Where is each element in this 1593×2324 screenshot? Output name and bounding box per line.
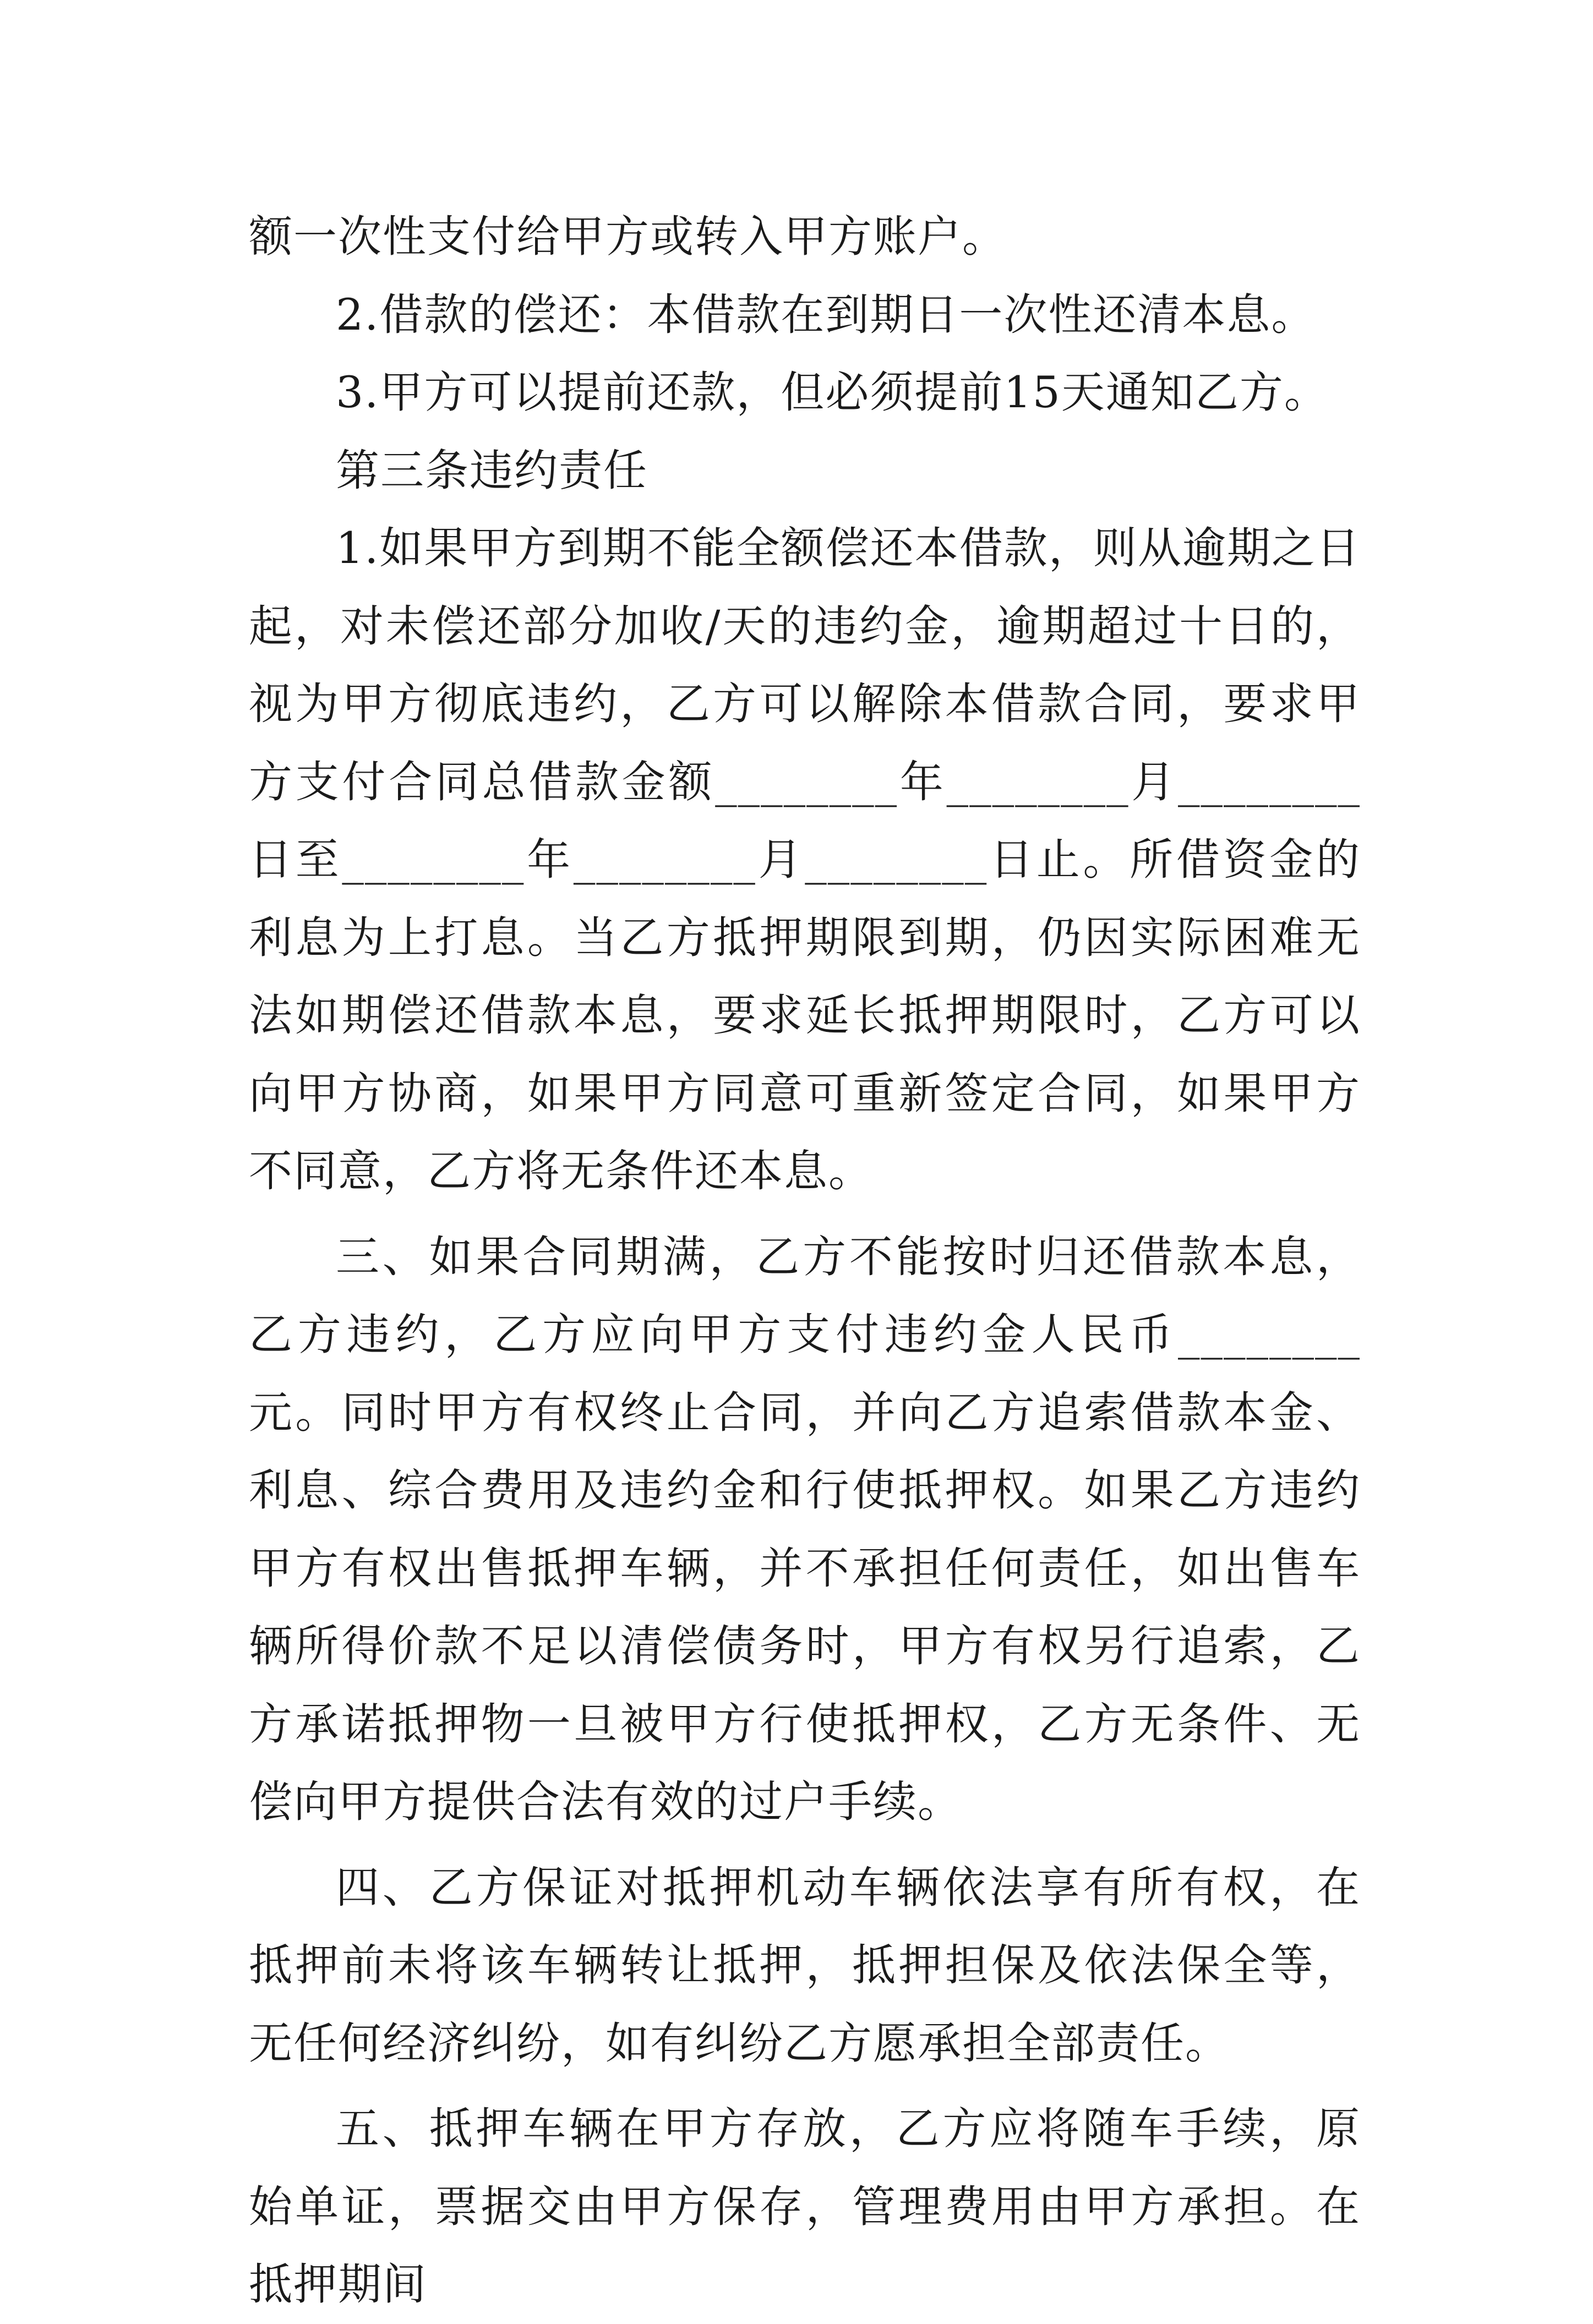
- paragraph-repayment: 2.借款的偿还：本借款在到期日一次性还清本息。: [336, 289, 1316, 340]
- paragraph-early-repayment: 3.甲方可以提前还款，但必须提前15天通知乙方。: [336, 367, 1329, 418]
- document-body: [249, 198, 1361, 2324]
- section-heading-breach: 第三条违约责任: [336, 445, 648, 496]
- paragraph-breach-1: 1.如果甲方到期不能全额偿还本借款，则从逾期之日起，对未偿还部分加收/天的违约金，逾期超过十日的，视为甲方彻底违约，乙方可以解除本借款合同，要求甲方支付合同总借款金额________年________月________日至________年________月________日止。所借资金的利息为上打息。当乙方抵押期限到期，仍因实际困难无法如期偿还借款本息，要求延长抵押期限时，乙方可以向甲方协商，如果甲方同意可重新签定合同，如果甲方不同意，乙方将无条件还本息。: [249, 523, 1361, 1196]
- paragraph-clause-3: 三、如果合同期满，乙方不能按时归还借款本息，乙方违约，乙方应向甲方支付违约金人民币________元。同时甲方有权终止合同，并向乙方追索借款本金、利息、综合费用及违约金和行使抵押权。如果乙方违约甲方有权出售抵押车辆，并不承担任何责任，如出售车辆所得价款不足以清偿债务时，甲方有权另行追索，乙方承诺抵押物一旦被甲方行使抵押权，乙方无条件、无偿向甲方提供合法有效的过户手续。: [249, 1231, 1361, 1827]
- paragraph-clause-5: 五、抵押车辆在甲方存放，乙方应将随车手续，原始单证，票据交由甲方保存，管理费用由甲方承担。在抵押期间: [249, 2103, 1361, 2310]
- paragraph-clause-4: 四、乙方保证对抵押机动车辆依法享有所有权，在抵押前未将该车辆转让抵押，抵押担保及依法保全等，无任何经济纠纷，如有纠纷乙方愿承担全部责任。: [249, 1862, 1361, 2069]
- paragraph-continuation: 额一次性支付给甲方或转入甲方账户。: [249, 211, 1007, 262]
